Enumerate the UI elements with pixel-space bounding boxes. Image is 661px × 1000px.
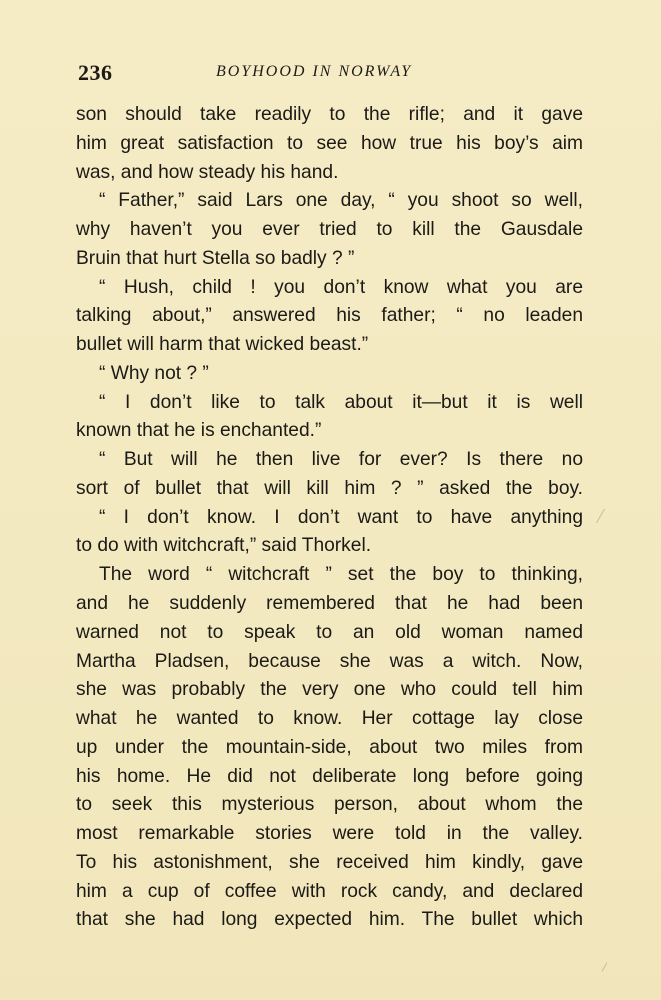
text-line: to do with witchcraft,” said Thorkel.	[76, 535, 372, 557]
text-line: talking about,” answered his father; “ no leaden	[76, 305, 583, 327]
text-line: most remarkable stories were told in the valley.	[76, 823, 583, 845]
text-line: “ I don’t like to talk about it—but it is well	[99, 391, 583, 413]
text-line: that she had long expected him. The bullet which	[76, 909, 583, 931]
text-line: him great satisfaction to see how true his boy’s aim	[76, 132, 583, 154]
book-title: BOYHOOD IN NORWAY	[216, 63, 413, 80]
paper-mark	[596, 509, 605, 523]
text-line: she was probably the very one who could tell him	[76, 679, 583, 701]
text-line: “ Father,” said Lars one day, “ you shoot so well,	[99, 190, 583, 212]
page-number: 236	[78, 60, 113, 85]
text-line: The word “ witchcraft ” set the boy to thinking,	[99, 564, 583, 586]
text-line: why haven’t you ever tried to kill the Gausdale	[76, 219, 583, 241]
text-line: him a cup of coffee with rock candy, and declared	[76, 880, 583, 902]
text-line: “ But will he then live for ever? Is there no	[99, 449, 583, 471]
text-line: what he wanted to know. Her cottage lay close	[76, 708, 583, 730]
text-line: up under the mountain-side, about two miles from	[76, 736, 583, 758]
text-line: To his astonishment, she received him kindly, gave	[76, 851, 583, 873]
text-line: bullet will harm that wicked beast.”	[76, 334, 369, 356]
text-line: and he suddenly remembered that he had been	[76, 593, 583, 615]
text-line: Martha Pladsen, because she was a witch. Now,	[76, 650, 583, 672]
text-line: was, and how steady his hand.	[76, 161, 339, 183]
text-line: sort of bullet that will kill him ? ” asked the boy.	[76, 477, 583, 499]
paper-mark	[602, 962, 608, 971]
text-line: “ Why not ? ”	[99, 362, 209, 384]
running-head	[78, 60, 583, 86]
text-line: known that he is enchanted.”	[76, 420, 322, 442]
text-line: to seek this mysterious person, about whom the	[76, 794, 583, 816]
text-line: Bruin that hurt Stella so badly ? ”	[76, 247, 355, 269]
text-line: “ Hush, child ! you don’t know what you are	[99, 276, 583, 298]
text-line: warned not to speak to an old woman named	[76, 621, 583, 643]
text-line: “ I don’t know. I don’t want to have anything	[99, 506, 583, 528]
text-line: son should take readily to the rifle; and it gave	[76, 104, 583, 125]
text-line: his home. He did not deliberate long before going	[76, 765, 583, 787]
body-text	[76, 101, 583, 935]
